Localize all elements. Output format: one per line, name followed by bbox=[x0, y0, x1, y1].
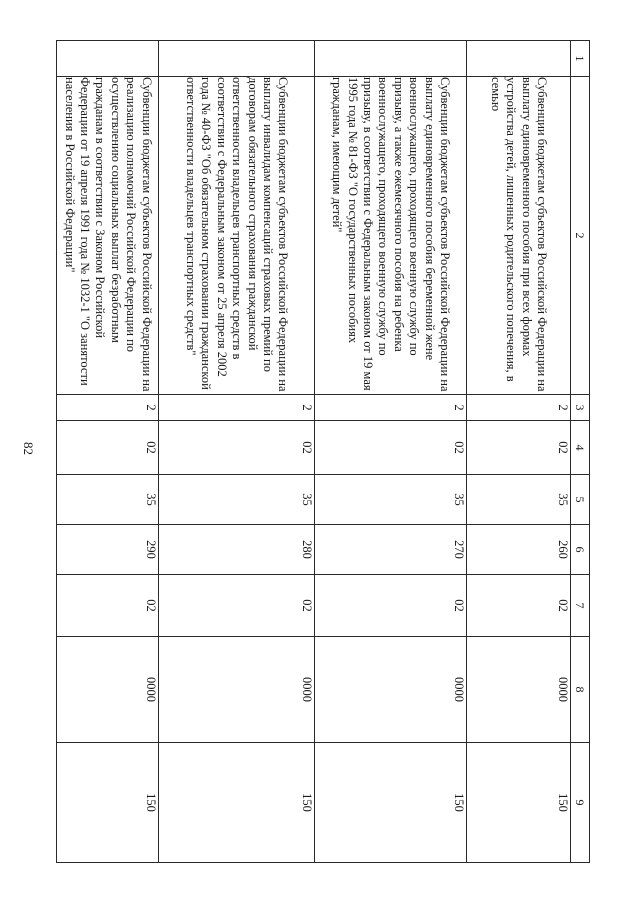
column-header: 5 bbox=[571, 475, 590, 525]
code-group: 02 bbox=[467, 421, 571, 475]
code-group: 02 bbox=[315, 421, 467, 475]
row-description: Субвенции бюджетам субъектов Российской Федерации на реализацию полномочий Российской Федерации по осуществлению социальных выплат безработным гражданам в соответствии с Законом Российской Федерации от 19 апреля 1991 года № 1032-1 "О занятости населения в Российской Федерации" bbox=[57, 77, 159, 395]
code-classification: 150 bbox=[467, 743, 571, 863]
document-sheet bbox=[58, 40, 590, 862]
code-digit: 2 bbox=[467, 395, 571, 421]
code-article: 270 bbox=[315, 525, 467, 575]
code-article: 280 bbox=[159, 525, 315, 575]
page-number: 82 bbox=[21, 442, 36, 455]
column-header: 9 bbox=[571, 743, 590, 863]
table-row bbox=[467, 41, 571, 863]
code-article: 260 bbox=[467, 525, 571, 575]
code-element: 02 bbox=[467, 575, 571, 637]
code-classification: 150 bbox=[159, 743, 315, 863]
row-description: Субвенции бюджетам субъектов Российской Федерации на выплату единовременного пособия при всех формах устройства детей, лишенных родительского попечения, в семью bbox=[467, 77, 571, 395]
code-subgroup: 35 bbox=[315, 475, 467, 525]
column-header: 4 bbox=[571, 421, 590, 475]
table-row bbox=[159, 41, 315, 863]
row-description: Субвенции бюджетам субъектов Российской Федерации на выплату инвалидам компенсаций страховых премий по договорам обязательного страхования гражданской ответственности владельцев транспортных средств в соответствии с Федеральным законом от 25 апреля 2002 года № 40-ФЗ "Об обязательном страховании гражданской ответственности владельцев транспортных средств" bbox=[159, 77, 315, 395]
code-element: 02 bbox=[159, 575, 315, 637]
table-row bbox=[57, 41, 159, 863]
column-header: 6 bbox=[571, 525, 590, 575]
code-subgroup: 35 bbox=[467, 475, 571, 525]
code-program: 0000 bbox=[159, 637, 315, 743]
column-header: 8 bbox=[571, 637, 590, 743]
table-row bbox=[315, 41, 467, 863]
code-program: 0000 bbox=[57, 637, 159, 743]
code-article: 290 bbox=[57, 525, 159, 575]
code-digit: 2 bbox=[57, 395, 159, 421]
code-digit: 2 bbox=[315, 395, 467, 421]
column-header: 1 bbox=[571, 41, 590, 77]
header-row bbox=[571, 41, 590, 863]
row-index bbox=[57, 41, 159, 77]
code-element: 02 bbox=[57, 575, 159, 637]
budget-table bbox=[56, 40, 590, 863]
code-group: 02 bbox=[159, 421, 315, 475]
code-classification: 150 bbox=[57, 743, 159, 863]
column-header: 7 bbox=[571, 575, 590, 637]
row-description: Субвенции бюджетам субъектов Российской Федерации на выплату единовременного пособия беременной жене военнослужащего, проходящего военную службу по призыву, а также ежемесячного пособия на ребенка военнослужащего, проходящего военную службу по призыву, в соответствии с Федеральным законом от 19 мая 1995 года № 81-ФЗ "О государственных пособиях гражданам, имеющим детей" bbox=[315, 77, 467, 395]
column-header: 3 bbox=[571, 395, 590, 421]
code-classification: 150 bbox=[315, 743, 467, 863]
row-index bbox=[159, 41, 315, 77]
column-header: 2 bbox=[571, 77, 590, 395]
row-index bbox=[315, 41, 467, 77]
code-subgroup: 35 bbox=[159, 475, 315, 525]
code-group: 02 bbox=[57, 421, 159, 475]
code-program: 0000 bbox=[467, 637, 571, 743]
code-program: 0000 bbox=[315, 637, 467, 743]
row-index bbox=[467, 41, 571, 77]
code-subgroup: 35 bbox=[57, 475, 159, 525]
code-digit: 2 bbox=[159, 395, 315, 421]
code-element: 02 bbox=[315, 575, 467, 637]
